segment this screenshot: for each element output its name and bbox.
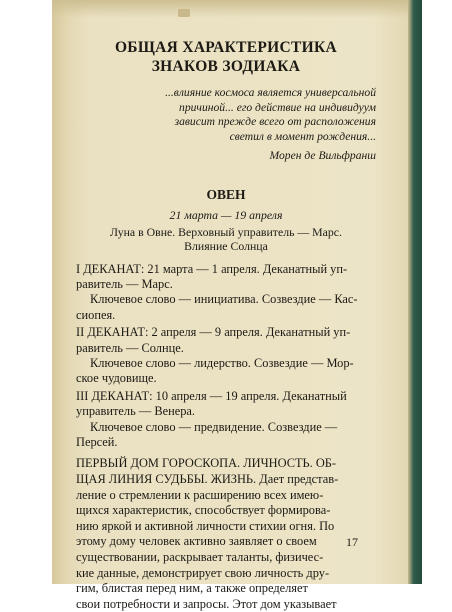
paragraph-line: свои потребности и запросы. Этот дом указывает: [76, 596, 337, 611]
rulers-line-1: Луна в Овне. Верховный управитель — Марс.: [110, 224, 342, 239]
decanate-line: ское чудовище.: [76, 371, 157, 386]
chapter-title: [76, 38, 376, 76]
decanates: [76, 262, 376, 451]
decanate-line: Персей.: [76, 434, 118, 449]
paragraph-line: нию яркой и активной личности стихии огня. По: [76, 518, 335, 533]
section-title: ОВЕН: [206, 186, 246, 202]
decanate-line: управитель — Венера.: [76, 404, 196, 419]
rulers-line-2: Влияние Солнца: [184, 238, 268, 253]
page-top-shadow: [52, 0, 408, 18]
print-mark: [178, 9, 190, 17]
chapter-title-line-2: ЗНАКОВ ЗОДИАКА: [151, 58, 301, 75]
sign-dates: 21 марта — 19 апреля: [169, 207, 283, 222]
decanate-line: Ключевое слово — лидерство. Созвездие — Мор-: [90, 355, 354, 370]
decanate-line: Ключевое слово — предвидение. Созвездие —: [90, 419, 338, 434]
paragraph-line: ПЕРВЫЙ ДОМ ГОРОСКОПА. ЛИЧНОСТЬ. ОБ-: [76, 456, 337, 471]
epigraph-line: светил в момент рождения...: [229, 129, 376, 143]
decanate-line: сиопея.: [76, 307, 116, 322]
page-number: 17: [346, 535, 358, 549]
paragraph-line: ление о стремлении к расширению всех имею-: [76, 487, 324, 502]
book-spine: [408, 0, 422, 584]
paragraph-line: ЩАЯ ЛИНИЯ СУДЬБЫ. ЖИЗНЬ. Дает представ-: [76, 471, 339, 486]
book-page: [76, 38, 376, 611]
paragraph-line: существовании, раскрывает таланты, физичес-: [76, 549, 324, 564]
paragraph-line: этому дому человек активно заявляет о своем: [76, 534, 317, 549]
epigraph-line: причиной... его действие на индивидуум: [179, 100, 376, 114]
decanate-line: равитель — Марс.: [76, 276, 173, 291]
decanate-line: равитель — Солнце.: [76, 340, 184, 355]
paragraph-line: кие данные, демонстрирует свою личность дру-: [76, 565, 330, 580]
decanate-line: II ДЕКАНАТ: 2 апреля — 9 апреля. Деканатный уп-: [76, 325, 351, 340]
decanate-line: I ДЕКАНАТ: 21 марта — 1 апреля. Деканатный уп-: [76, 261, 348, 276]
epigraph-line: зависит прежде всего от расположения: [174, 115, 376, 128]
decanate-3: [76, 389, 376, 451]
epigraph-line: ...влияние космоса является универсальной: [165, 86, 376, 99]
decanate-2: [76, 325, 376, 387]
paragraph-line: щихся характеристик, способствует формирова-: [76, 503, 331, 518]
decanate-1: [76, 262, 376, 324]
paragraph-line: гим, блистая перед ним, а также определяет: [76, 581, 308, 596]
decanate-line: Ключевое слово — инициатива. Созвездие — Кас-: [90, 292, 358, 307]
epigraph: [138, 86, 376, 164]
epigraph-author: Морен де Вильфранш: [269, 149, 376, 162]
first-house-paragraph: [76, 456, 376, 612]
chapter-title-line-1: ОБЩАЯ ХАРАКТЕРИСТИКА: [114, 39, 338, 56]
decanate-line: III ДЕКАНАТ: 10 апреля — 19 апреля. Деканатный: [76, 388, 347, 403]
sign-rulers: [76, 225, 376, 253]
